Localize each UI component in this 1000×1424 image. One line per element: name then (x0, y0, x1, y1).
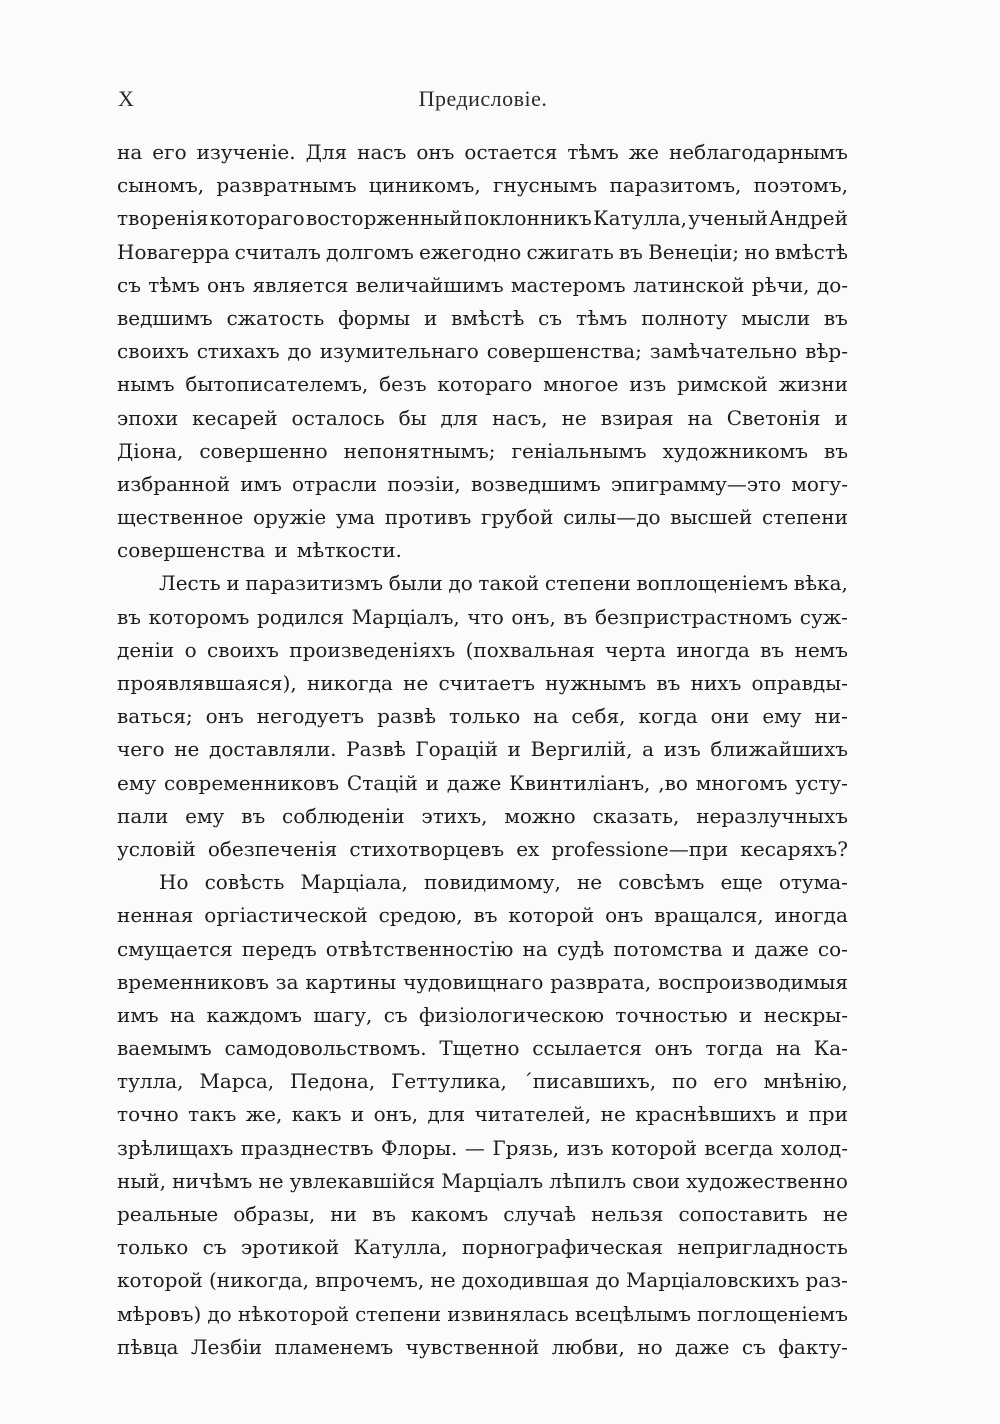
text-line: щественное оружіе ума противъ грубой силы—до высшей степени (117, 505, 848, 530)
text-line: имъ на каждомъ шагу, съ физіологическою точностью и нескры- (117, 1002, 848, 1027)
text-line: только съ эротикой Катулла, порнографическая непригладность (117, 1235, 848, 1260)
text-line: эпохи кесарей осталось бы для насъ, не взирая на Светонія и (117, 405, 848, 430)
text-line: ведшимъ сжатость формы и вмѣстѣ съ тѣмъ полноту мысли въ (117, 305, 848, 330)
text-line: деніи о своихъ произведеніяхъ (похвальная черта иногда въ немъ (117, 637, 848, 662)
text-line: чего не доставляли. Развѣ Горацій и Вергилій, а изъ ближайшихъ (117, 737, 848, 762)
text-line: ваемымъ самодовольствомъ. Тщетно ссылается онъ тогда на Ка- (117, 1036, 848, 1061)
text-line: проявлявшаяся), никогда не считаетъ нужнымъ въ нихъ оправды- (117, 671, 848, 695)
text-line: своихъ стихахъ до изумительнаго совершенства; замѣчательно вѣр- (117, 339, 848, 364)
text-line: зрѣлищахъ празднествъ Флоры. — Грязь, изъ которой всегда холод- (117, 1135, 848, 1160)
text-line: пѣвца Лезбіи пламенемъ чувственной любви, но даже съ факту- (117, 1334, 848, 1359)
text-line: ему современниковъ Стацій и даже Квинтиліанъ, ,во многомъ усту- (117, 770, 848, 795)
text-line: творенія котораго восторженный поклонникъ Катулла, ученый Андрей (117, 206, 848, 231)
text-line: совершенства и мѣткости. (117, 538, 402, 563)
text-line: условій обезпеченія стихотворцевъ ex professione—при кесаряхъ? (117, 836, 848, 861)
text-line: мѣровъ) до нѣкоторой степени извинялась всецѣлымъ поглощеніемъ (117, 1301, 848, 1326)
text-line: въ которомъ родился Марціалъ, что онъ, въ безпристрастномъ суж- (117, 604, 848, 629)
text-line: пали ему въ соблюденіи этихъ, можно сказать, неразлучныхъ (117, 803, 848, 828)
running-head (118, 86, 848, 116)
text-line: нымъ бытописателемъ, безъ котораго многое изъ римской жизни (117, 372, 848, 397)
text-line: съ тѣмъ онъ является величайшимъ мастеромъ латинской рѣчи, до- (117, 272, 848, 297)
text-line: реальные образы, ни въ какомъ случаѣ нельзя сопоставить не (117, 1202, 848, 1226)
text-line: ненная оргіастической средою, въ которой онъ вращался, иногда (117, 903, 848, 928)
text-line: на его изученіе. Для насъ онъ остается тѣмъ же неблагодарнымъ (117, 140, 848, 164)
body-text (117, 136, 848, 1364)
text-line: Лесть и паразитизмъ были до такой степени воплощеніемъ вѣка, (159, 571, 848, 596)
text-line: Діона, совершенно непонятнымъ; геніальнымъ художникомъ въ (117, 438, 848, 463)
text-line: сыномъ, развратнымъ циникомъ, гнуснымъ паразитомъ, поэтомъ, (117, 173, 848, 198)
text-line: тулла, Марса, Педона, Геттулика, ´писавшихъ, по его мнѣнію, (117, 1069, 848, 1094)
text-line: Новагерра считалъ долгомъ ежегодно сжигать въ Венеціи; но вмѣстѣ (117, 239, 848, 264)
text-line: точно такъ же, какъ и онъ, для читателей, не краснѣвшихъ и при (117, 1102, 848, 1127)
text-line: Но совѣсть Марціала, повидимому, не совсѣмъ еще отума- (159, 870, 848, 895)
text-line: смущается передъ отвѣтственностію на судѣ потомства и даже со- (117, 936, 848, 961)
text-line: избранной имъ отрасли поэзіи, возведшимъ эпиграмму—это могу- (117, 471, 848, 496)
running-title: Предисловіе. (418, 86, 548, 111)
text-line: временниковъ за картины чудовищнаго разврата, воспроизводимыя (117, 969, 848, 994)
text-line: которой (никогда, впрочемъ, не доходившая до Марціаловскихъ раз- (117, 1268, 848, 1293)
text-line: ный, ничѣмъ не увлекавшійся Марціалъ лѣпилъ свои художественно (117, 1168, 848, 1193)
page-number: X (118, 86, 134, 111)
text-line: ваться; онъ негодуетъ развѣ только на себя, когда они ему ни- (117, 704, 848, 729)
